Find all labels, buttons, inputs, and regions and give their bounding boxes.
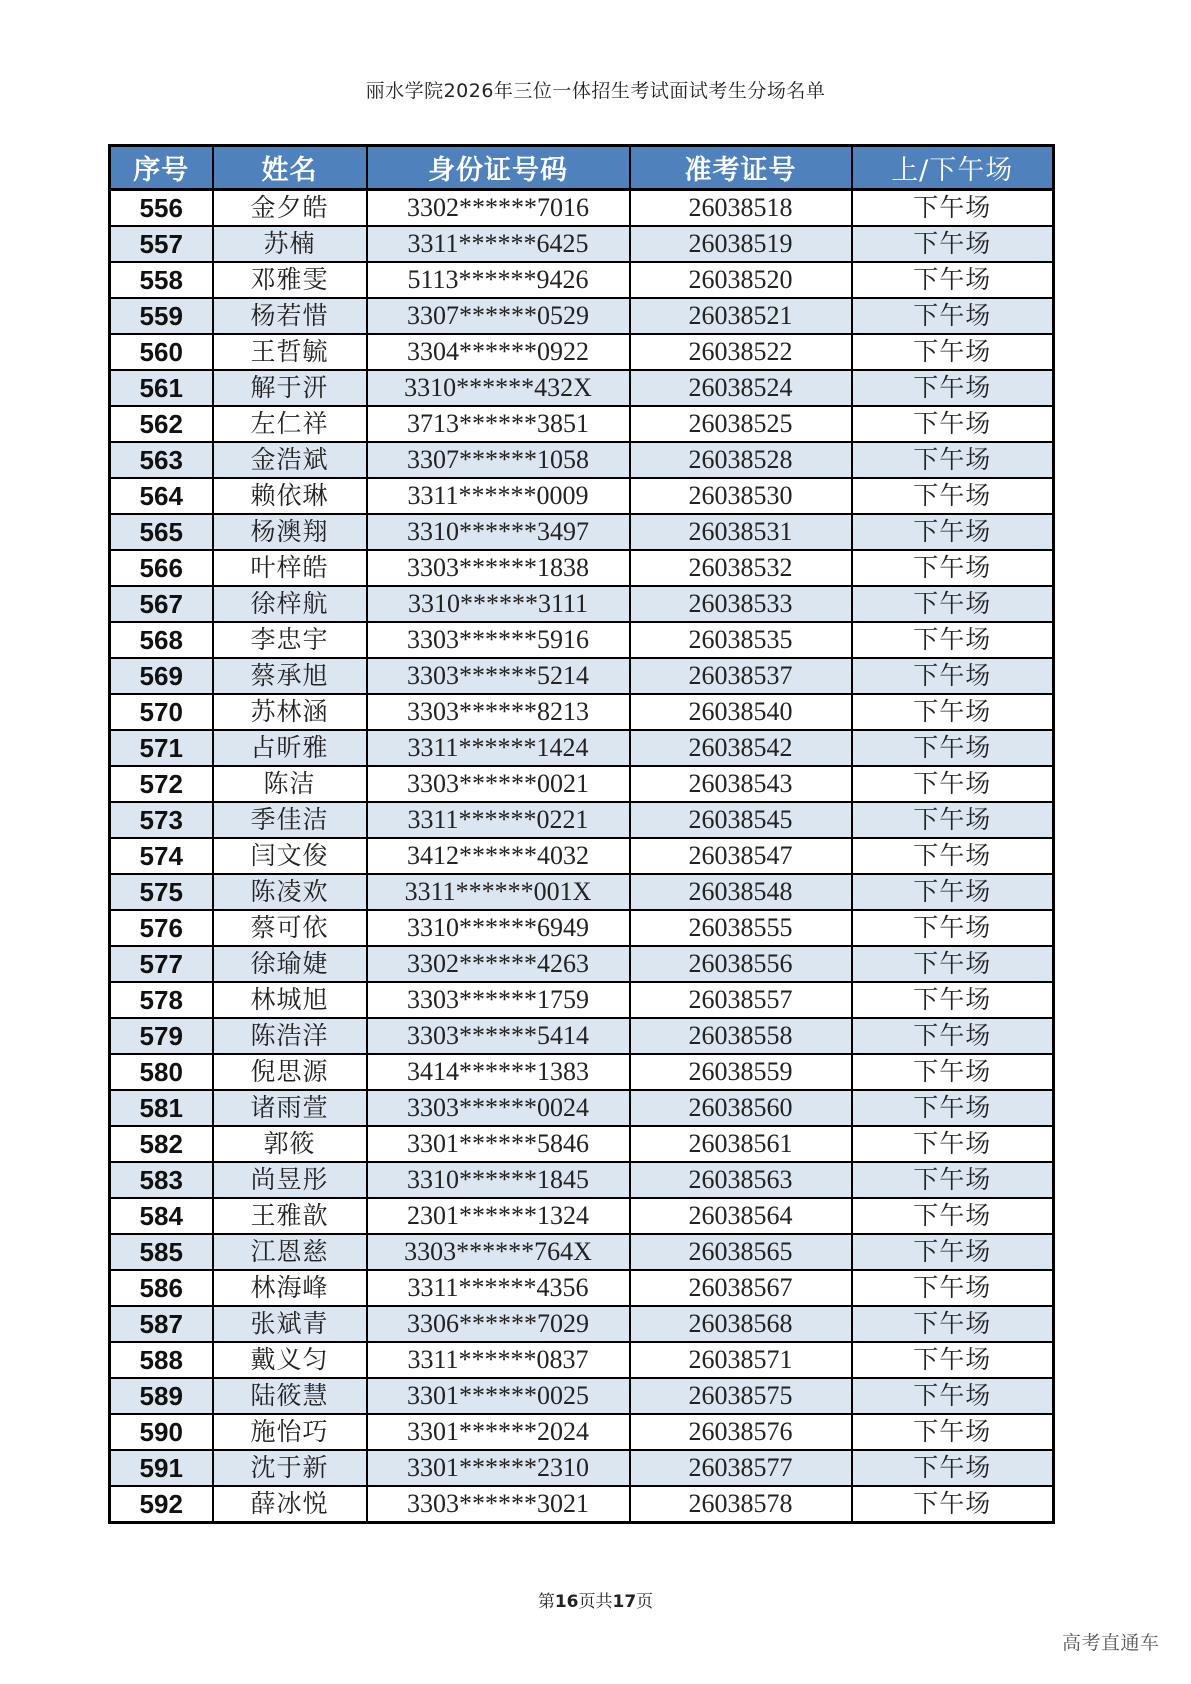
cell-id-number: 3311******1424	[367, 730, 630, 766]
cell-id-number: 3301******2310	[367, 1450, 630, 1486]
cell-exam-number: 26038542	[630, 730, 852, 766]
cell-exam-number: 26038578	[630, 1486, 852, 1523]
cell-exam-number: 26038555	[630, 910, 852, 946]
cell-exam-number: 26038547	[630, 838, 852, 874]
table-row	[110, 226, 1054, 262]
cell-name: 陈洁	[213, 766, 367, 802]
total-pages-number: 17	[612, 1592, 637, 1612]
cell-exam-number: 26038525	[630, 406, 852, 442]
cell-seq: 582	[110, 1126, 213, 1162]
cell-session: 下午场	[852, 514, 1054, 550]
cell-session: 下午场	[852, 334, 1054, 370]
cell-exam-number: 26038577	[630, 1450, 852, 1486]
cell-name: 沈于新	[213, 1450, 367, 1486]
table-row	[110, 694, 1054, 730]
table-row	[110, 1270, 1054, 1306]
column-header-exam-number: 准考证号	[630, 146, 852, 190]
cell-exam-number: 26038575	[630, 1378, 852, 1414]
current-page-number: 16	[554, 1592, 579, 1612]
cell-session: 下午场	[852, 226, 1054, 262]
cell-exam-number: 26038533	[630, 586, 852, 622]
cell-name: 苏楠	[213, 226, 367, 262]
cell-seq: 558	[110, 262, 213, 298]
cell-id-number: 3412******4032	[367, 838, 630, 874]
table-row	[110, 1378, 1054, 1414]
cell-id-number: 3302******7016	[367, 190, 630, 227]
table-row	[110, 262, 1054, 298]
cell-id-number: 3303******5214	[367, 658, 630, 694]
cell-session: 下午场	[852, 1450, 1054, 1486]
cell-id-number: 3311******001X	[367, 874, 630, 910]
cell-session: 下午场	[852, 1162, 1054, 1198]
cell-name: 邓雅雯	[213, 262, 367, 298]
cell-exam-number: 26038518	[630, 190, 852, 227]
table-row	[110, 1342, 1054, 1378]
table-row	[110, 586, 1054, 622]
cell-exam-number: 26038522	[630, 334, 852, 370]
cell-exam-number: 26038548	[630, 874, 852, 910]
table-row	[110, 1198, 1054, 1234]
cell-session: 下午场	[852, 622, 1054, 658]
cell-exam-number: 26038532	[630, 550, 852, 586]
cell-seq: 580	[110, 1054, 213, 1090]
cell-name: 王哲毓	[213, 334, 367, 370]
cell-seq: 579	[110, 1018, 213, 1054]
table-row	[110, 1414, 1054, 1450]
cell-session: 下午场	[852, 406, 1054, 442]
table-row	[110, 442, 1054, 478]
cell-session: 下午场	[852, 298, 1054, 334]
cell-name: 闫文俊	[213, 838, 367, 874]
table-row	[110, 1126, 1054, 1162]
cell-session: 下午场	[852, 1198, 1054, 1234]
cell-exam-number: 26038559	[630, 1054, 852, 1090]
table-row	[110, 622, 1054, 658]
column-header-name: 姓名	[213, 146, 367, 190]
table-row	[110, 1234, 1054, 1270]
roster-table	[108, 144, 1055, 1524]
cell-id-number: 3301******5846	[367, 1126, 630, 1162]
cell-session: 下午场	[852, 982, 1054, 1018]
cell-name: 苏林涵	[213, 694, 367, 730]
cell-name: 左仁祥	[213, 406, 367, 442]
cell-id-number: 3307******1058	[367, 442, 630, 478]
cell-seq: 581	[110, 1090, 213, 1126]
table-row	[110, 514, 1054, 550]
cell-seq: 578	[110, 982, 213, 1018]
cell-name: 占昕雅	[213, 730, 367, 766]
cell-name: 施怡巧	[213, 1414, 367, 1450]
cell-id-number: 3303******0021	[367, 766, 630, 802]
cell-name: 薛冰悦	[213, 1486, 367, 1523]
table-row	[110, 334, 1054, 370]
cell-seq: 572	[110, 766, 213, 802]
cell-name: 蔡可依	[213, 910, 367, 946]
table-row	[110, 874, 1054, 910]
cell-seq: 574	[110, 838, 213, 874]
cell-session: 下午场	[852, 1342, 1054, 1378]
cell-name: 徐瑜婕	[213, 946, 367, 982]
table-row	[110, 1306, 1054, 1342]
cell-exam-number: 26038565	[630, 1234, 852, 1270]
roster-table-container	[108, 144, 1052, 1524]
cell-id-number: 3311******0009	[367, 478, 630, 514]
cell-name: 倪思源	[213, 1054, 367, 1090]
cell-name: 李忠宇	[213, 622, 367, 658]
cell-name: 杨若惜	[213, 298, 367, 334]
cell-seq: 571	[110, 730, 213, 766]
cell-session: 下午场	[852, 1306, 1054, 1342]
cell-seq: 563	[110, 442, 213, 478]
cell-seq: 559	[110, 298, 213, 334]
cell-id-number: 3303******8213	[367, 694, 630, 730]
cell-id-number: 3311******0221	[367, 802, 630, 838]
cell-seq: 577	[110, 946, 213, 982]
table-row	[110, 370, 1054, 406]
page-footer	[0, 1587, 1191, 1612]
header-row	[110, 146, 1054, 190]
cell-seq: 587	[110, 1306, 213, 1342]
cell-name: 诸雨萱	[213, 1090, 367, 1126]
cell-seq: 590	[110, 1414, 213, 1450]
cell-seq: 568	[110, 622, 213, 658]
cell-id-number: 3310******3111	[367, 586, 630, 622]
cell-id-number: 3303******5414	[367, 1018, 630, 1054]
cell-exam-number: 26038530	[630, 478, 852, 514]
cell-session: 下午场	[852, 694, 1054, 730]
cell-session: 下午场	[852, 478, 1054, 514]
cell-id-number: 3303******3021	[367, 1486, 630, 1523]
cell-session: 下午场	[852, 730, 1054, 766]
cell-exam-number: 26038567	[630, 1270, 852, 1306]
cell-session: 下午场	[852, 586, 1054, 622]
table-row	[110, 1018, 1054, 1054]
cell-name: 林城旭	[213, 982, 367, 1018]
table-body	[110, 190, 1054, 1523]
cell-seq: 566	[110, 550, 213, 586]
cell-session: 下午场	[852, 838, 1054, 874]
cell-exam-number: 26038561	[630, 1126, 852, 1162]
cell-name: 赖依琳	[213, 478, 367, 514]
cell-name: 尚昱彤	[213, 1162, 367, 1198]
cell-session: 下午场	[852, 1018, 1054, 1054]
table-row	[110, 1486, 1054, 1523]
cell-id-number: 3311******0837	[367, 1342, 630, 1378]
table-row	[110, 946, 1054, 982]
cell-id-number: 3303******0024	[367, 1090, 630, 1126]
cell-name: 戴义匀	[213, 1342, 367, 1378]
cell-session: 下午场	[852, 1054, 1054, 1090]
cell-exam-number: 26038537	[630, 658, 852, 694]
cell-name: 陈凌欢	[213, 874, 367, 910]
cell-seq: 564	[110, 478, 213, 514]
cell-session: 下午场	[852, 370, 1054, 406]
table-row	[110, 658, 1054, 694]
table-row	[110, 802, 1054, 838]
cell-id-number: 3303******1838	[367, 550, 630, 586]
cell-name: 陈浩洋	[213, 1018, 367, 1054]
cell-id-number: 3301******0025	[367, 1378, 630, 1414]
cell-id-number: 3310******3497	[367, 514, 630, 550]
column-header-id-number: 身份证号码	[367, 146, 630, 190]
cell-name: 王雅歆	[213, 1198, 367, 1234]
table-row	[110, 298, 1054, 334]
cell-id-number: 2301******1324	[367, 1198, 630, 1234]
cell-seq: 565	[110, 514, 213, 550]
table-row	[110, 550, 1054, 586]
cell-id-number: 3303******764X	[367, 1234, 630, 1270]
cell-name: 陆筱慧	[213, 1378, 367, 1414]
cell-id-number: 3310******432X	[367, 370, 630, 406]
cell-id-number: 3301******2024	[367, 1414, 630, 1450]
cell-exam-number: 26038540	[630, 694, 852, 730]
cell-exam-number: 26038545	[630, 802, 852, 838]
cell-name: 季佳洁	[213, 802, 367, 838]
page-footer-suffix: 页	[636, 1592, 654, 1612]
cell-name: 徐梓航	[213, 586, 367, 622]
table-row	[110, 1054, 1054, 1090]
cell-session: 下午场	[852, 1234, 1054, 1270]
cell-seq: 573	[110, 802, 213, 838]
cell-name: 金夕皓	[213, 190, 367, 227]
cell-exam-number: 26038535	[630, 622, 852, 658]
cell-exam-number: 26038576	[630, 1414, 852, 1450]
cell-session: 下午场	[852, 1414, 1054, 1450]
cell-session: 下午场	[852, 1270, 1054, 1306]
cell-exam-number: 26038524	[630, 370, 852, 406]
cell-seq: 589	[110, 1378, 213, 1414]
cell-exam-number: 26038531	[630, 514, 852, 550]
cell-id-number: 3303******5916	[367, 622, 630, 658]
cell-session: 下午场	[852, 1126, 1054, 1162]
cell-name: 江恩慈	[213, 1234, 367, 1270]
cell-seq: 557	[110, 226, 213, 262]
cell-name: 解于汧	[213, 370, 367, 406]
cell-session: 下午场	[852, 1486, 1054, 1523]
cell-seq: 586	[110, 1270, 213, 1306]
table-row	[110, 190, 1054, 227]
cell-seq: 588	[110, 1342, 213, 1378]
cell-seq: 585	[110, 1234, 213, 1270]
cell-seq: 570	[110, 694, 213, 730]
cell-exam-number: 26038563	[630, 1162, 852, 1198]
cell-name: 金浩斌	[213, 442, 367, 478]
page-footer-middle: 页共	[578, 1592, 613, 1612]
cell-seq: 584	[110, 1198, 213, 1234]
cell-seq: 583	[110, 1162, 213, 1198]
cell-exam-number: 26038560	[630, 1090, 852, 1126]
cell-exam-number: 26038568	[630, 1306, 852, 1342]
cell-session: 下午场	[852, 442, 1054, 478]
cell-id-number: 3311******6425	[367, 226, 630, 262]
cell-exam-number: 26038556	[630, 946, 852, 982]
cell-id-number: 3414******1383	[367, 1054, 630, 1090]
table-row	[110, 982, 1054, 1018]
cell-session: 下午场	[852, 802, 1054, 838]
cell-exam-number: 26038519	[630, 226, 852, 262]
cell-id-number: 3306******7029	[367, 1306, 630, 1342]
cell-session: 下午场	[852, 1378, 1054, 1414]
table-row	[110, 730, 1054, 766]
cell-session: 下午场	[852, 910, 1054, 946]
column-header-session: 上/下午场	[852, 146, 1054, 190]
cell-seq: 561	[110, 370, 213, 406]
cell-exam-number: 26038521	[630, 298, 852, 334]
cell-session: 下午场	[852, 262, 1054, 298]
cell-name: 蔡承旭	[213, 658, 367, 694]
cell-session: 下午场	[852, 190, 1054, 227]
cell-id-number: 3302******4263	[367, 946, 630, 982]
cell-session: 下午场	[852, 658, 1054, 694]
cell-name: 叶梓皓	[213, 550, 367, 586]
cell-id-number: 3303******1759	[367, 982, 630, 1018]
cell-id-number: 3311******4356	[367, 1270, 630, 1306]
cell-name: 杨澳翔	[213, 514, 367, 550]
table-row	[110, 1450, 1054, 1486]
table-row	[110, 1090, 1054, 1126]
cell-seq: 592	[110, 1486, 213, 1523]
cell-exam-number: 26038564	[630, 1198, 852, 1234]
cell-id-number: 3310******6949	[367, 910, 630, 946]
cell-exam-number: 26038571	[630, 1342, 852, 1378]
cell-id-number: 5113******9426	[367, 262, 630, 298]
table-header	[110, 146, 1054, 190]
cell-session: 下午场	[852, 766, 1054, 802]
cell-session: 下午场	[852, 946, 1054, 982]
table-row	[110, 838, 1054, 874]
cell-seq: 569	[110, 658, 213, 694]
page-footer-prefix: 第	[537, 1592, 555, 1612]
cell-name: 林海峰	[213, 1270, 367, 1306]
cell-exam-number: 26038557	[630, 982, 852, 1018]
column-header-seq: 序号	[110, 146, 213, 190]
cell-id-number: 3713******3851	[367, 406, 630, 442]
table-row	[110, 910, 1054, 946]
cell-id-number: 3307******0529	[367, 298, 630, 334]
table-row	[110, 766, 1054, 802]
cell-exam-number: 26038520	[630, 262, 852, 298]
cell-session: 下午场	[852, 1090, 1054, 1126]
table-row	[110, 478, 1054, 514]
cell-seq: 562	[110, 406, 213, 442]
watermark: 高考直通车	[1062, 1632, 1160, 1654]
cell-exam-number: 26038528	[630, 442, 852, 478]
cell-seq: 576	[110, 910, 213, 946]
cell-id-number: 3304******0922	[367, 334, 630, 370]
cell-name: 郭筱	[213, 1126, 367, 1162]
cell-exam-number: 26038558	[630, 1018, 852, 1054]
cell-session: 下午场	[852, 874, 1054, 910]
cell-id-number: 3310******1845	[367, 1162, 630, 1198]
cell-seq: 556	[110, 190, 213, 227]
table-row	[110, 406, 1054, 442]
cell-seq: 567	[110, 586, 213, 622]
cell-seq: 575	[110, 874, 213, 910]
cell-seq: 560	[110, 334, 213, 370]
cell-session: 下午场	[852, 550, 1054, 586]
document-title: 丽水学院2026年三位一体招生考试面试考生分场名单	[365, 80, 826, 102]
cell-name: 张斌青	[213, 1306, 367, 1342]
table-row	[110, 1162, 1054, 1198]
cell-exam-number: 26038543	[630, 766, 852, 802]
cell-seq: 591	[110, 1450, 213, 1486]
